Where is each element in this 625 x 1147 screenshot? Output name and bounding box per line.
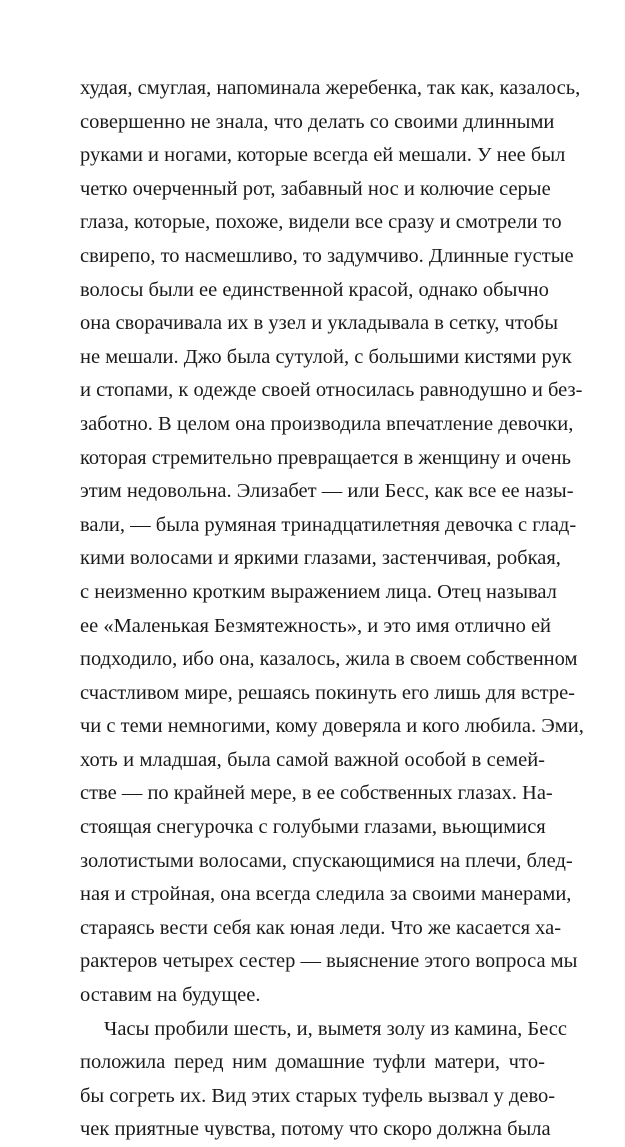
text-line: кими волосами и яркими глазами, застенчивая, робкая,: [80, 547, 561, 570]
text-line: вали, — была румяная тринадцатилетняя девочка с глад-: [80, 513, 577, 536]
text-line: хоть и младшая, была самой важной особой в семей-: [80, 748, 545, 771]
text-line: которая стремительно превращается в женщину и очень: [80, 446, 571, 469]
text-line: совершенно не знала, что делать со своими длинными: [80, 110, 555, 133]
text-line: ная и стройная, она всегда следила за своими манерами,: [80, 883, 572, 906]
text-line: ее «Маленькая Безмятежность», и это имя отлично ей: [80, 614, 552, 637]
text-line: заботно. В целом она производила впечатление девочки,: [80, 412, 574, 435]
text-line: рактеров четырех сестер — выяснение этого вопроса мы: [80, 950, 578, 973]
text-line: с неизменно кротким выражением лица. Отец называл: [80, 580, 557, 603]
text-line: стараясь вести себя как юная леди. Что же касается ха-: [80, 916, 562, 939]
text-line: чи с теми немногими, кому доверяла и кого любила. Эми,: [80, 715, 584, 738]
text-line: золотистыми волосами, спускающимися на плечи, блед-: [80, 849, 573, 872]
text-line: оставим на будущее.: [80, 984, 261, 1007]
text-line: подходило, ибо она, казалось, жила в своем собственном: [80, 648, 578, 671]
text-line: она сворачивала их в узел и укладывала в сетку, чтобы: [80, 312, 558, 335]
text-line: чек приятные чувства, потому что скоро должна была: [80, 1118, 551, 1141]
text-line: худая, смуглая, напоминала жеребенка, так как, казалось,: [80, 77, 581, 99]
text-line: четко очерченный рот, забавный нос и колючие серые: [80, 177, 551, 200]
text-line: бы согреть их. Вид этих старых туфель вызвал у дево-: [80, 1084, 556, 1107]
text-line: стве — по крайней мере, в ее собственных глазах. На-: [80, 782, 553, 805]
text-line: этим недовольна. Элизабет — или Бесс, как все ее назы-: [80, 480, 574, 503]
body-text: [80, 72, 584, 1147]
text-line: свирепо, то насмешливо, то задумчиво. Длинные густые: [80, 244, 574, 267]
text-line: счастливом мире, решаясь покинуть его лишь для встре-: [80, 681, 576, 704]
text-line: руками и ногами, которые всегда ей мешали. У нее был: [80, 144, 566, 167]
text-line: Часы пробили шесть, и, выметя золу из камина, Бесс: [104, 1017, 568, 1040]
text-line: положила перед ним домашние туфли матери, чтo-: [80, 1051, 545, 1074]
text-line: глаза, которые, похоже, видели все сразу и смотрели то: [80, 211, 562, 234]
text-line: и стопами, к одежде своей относилась равнодушно и без-: [80, 379, 583, 402]
text-line: стоящая снегурочка с голубыми глазами, вьющимися: [80, 816, 546, 839]
text-line: волосы были ее единственной красой, однако обычно: [80, 278, 549, 301]
text-line: не мешали. Джо была сутулой, с большими кистями рук: [80, 345, 572, 368]
